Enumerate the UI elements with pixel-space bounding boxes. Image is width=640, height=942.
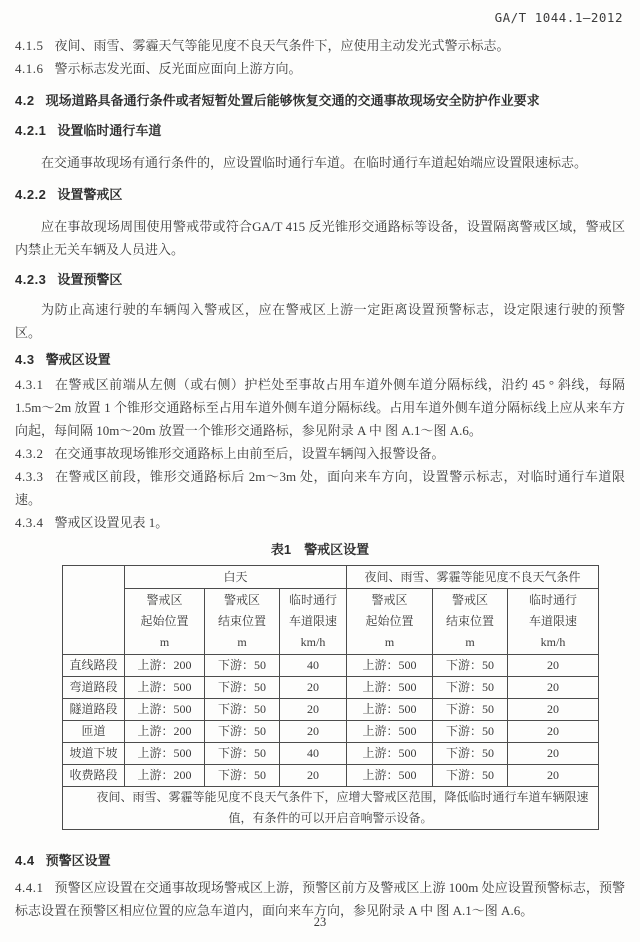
heading-text: 现场道路具备通行条件或者短暂处置后能够恢复交通的交通事故现场安全防护作业要求 bbox=[45, 93, 540, 108]
table-cell: 上游：500 bbox=[125, 743, 205, 765]
sub-header: 警戒区 起始位置 m bbox=[347, 589, 433, 655]
table-row-tunnel bbox=[63, 699, 599, 721]
table-cell: 上游：200 bbox=[125, 765, 205, 787]
clause-number: 4.3.4 bbox=[15, 515, 44, 530]
heading-text: 预警区设置 bbox=[45, 853, 111, 868]
table-1-note: 夜间、雨雪、雾霾等能见度不良天气条件下，应增大警戒区范围，降低临时通行车道车辆限速值，有条件的可以开启音响警示设备。 bbox=[63, 787, 599, 830]
table-sub-header-row bbox=[63, 589, 599, 655]
clause-number: 4.3.3 bbox=[15, 469, 44, 484]
clause-number: 4.4 bbox=[15, 853, 35, 868]
table-cell: 下游：50 bbox=[433, 743, 508, 765]
clause-text: 为防止高速行驶的车辆闯入警戒区，应在警戒区上游一定距离设置预警标志，设定限速行驶的预警区。 bbox=[15, 302, 625, 340]
clause-text: 预警区应设置在交通事故现场警戒区上游，预警区前方及警戒区上游 100m 处应设置预警标志，预警标志设置在预警区相应位置的应急车道内，面向来车方向，参见附录 A 中 图 A.1～图 A.6。 bbox=[15, 880, 625, 918]
clause-number: 4.3 bbox=[15, 352, 35, 367]
clause-4-2-2-body bbox=[15, 215, 625, 261]
table-cell: 20 bbox=[280, 765, 347, 787]
group-header-night: 夜间、雨雪、雾霾等能见度不良天气条件 bbox=[347, 566, 599, 589]
table-cell: 下游：50 bbox=[433, 721, 508, 743]
table-cell: 上游：500 bbox=[125, 699, 205, 721]
table-cell: 40 bbox=[280, 655, 347, 677]
table-cell: 上游：500 bbox=[125, 677, 205, 699]
heading-text: 设置警戒区 bbox=[57, 187, 123, 202]
row-label: 坡道下坡 bbox=[63, 743, 125, 765]
table-row-curve bbox=[63, 677, 599, 699]
section-heading-4-2-3 bbox=[15, 268, 625, 291]
page-number: 23 bbox=[313, 915, 327, 929]
row-label: 匝道 bbox=[63, 721, 125, 743]
table-cell: 上游：500 bbox=[347, 743, 433, 765]
clause-text: 在交通事故现场有通行条件的，应设置临时通行车道。在临时通行车道起始端应设置限速标志。 bbox=[41, 155, 588, 170]
table-group-header-row bbox=[63, 566, 599, 589]
table-cell: 20 bbox=[508, 765, 599, 787]
clause-number: 4.3.2 bbox=[15, 446, 44, 461]
clause-number: 4.4.1 bbox=[15, 880, 44, 895]
clause-4-1-5 bbox=[15, 34, 625, 57]
clause-text: 警戒区设置见表 1。 bbox=[54, 515, 169, 530]
table-cell: 上游：500 bbox=[347, 655, 433, 677]
clause-number: 4.2.3 bbox=[15, 272, 47, 287]
table-cell: 下游：50 bbox=[205, 677, 280, 699]
heading-text: 设置预警区 bbox=[57, 272, 123, 287]
section-heading-4-2 bbox=[15, 89, 625, 112]
row-label: 弯道路段 bbox=[63, 677, 125, 699]
clause-4-2-3-body bbox=[15, 298, 625, 344]
sub-header: 临时通行 车道限速 km/h bbox=[508, 589, 599, 655]
table-cell: 40 bbox=[280, 743, 347, 765]
row-label: 收费路段 bbox=[63, 765, 125, 787]
clause-text: 应在事故现场周围使用警戒带或符合GA/T 415 反光锥形交通路标等设备，设置隔离警戒区域，警戒区内禁止无关车辆及人员进入。 bbox=[15, 219, 625, 257]
clause-number: 4.3.1 bbox=[15, 377, 44, 392]
table-cell: 20 bbox=[508, 721, 599, 743]
sub-header: 警戒区 结束位置 m bbox=[205, 589, 280, 655]
clause-number: 4.1.5 bbox=[15, 38, 44, 53]
table-cell: 20 bbox=[508, 677, 599, 699]
table-cell: 下游：50 bbox=[433, 699, 508, 721]
row-label: 直线路段 bbox=[63, 655, 125, 677]
table-cell: 下游：50 bbox=[205, 721, 280, 743]
clause-4-3-2 bbox=[15, 442, 625, 465]
table-cell: 下游：50 bbox=[433, 655, 508, 677]
table-cell: 20 bbox=[280, 699, 347, 721]
clause-number: 4.2 bbox=[15, 93, 35, 108]
clause-text: 在警戒区前端从左侧（或右侧）护栏处至事故占用车道外侧车道分隔标线，沿约 45 ° 斜线，每隔 1.5m～2m 放置 1 个锥形交通路标至占用车道外侧车道分隔标线。占用车道外侧车道分隔标线上应从来车方向起，每间隔 10m～20m 放置一个锥形交通路标，参见附录 A 中 图 A.1～图 A.6。 bbox=[15, 377, 625, 438]
clause-number: 4.1.6 bbox=[15, 61, 44, 76]
table-cell: 下游：50 bbox=[205, 743, 280, 765]
clause-number: 4.2.2 bbox=[15, 187, 47, 202]
unit-label: m bbox=[384, 635, 395, 649]
table-cell: 20 bbox=[508, 699, 599, 721]
clause-4-3-3 bbox=[15, 465, 625, 511]
clause-text: 在警戒区前段，锥形交通路标后 2m～3m 处，面向来车方向，设置警示标志，对临时通行车道限速。 bbox=[15, 469, 625, 507]
clause-text: 在交通事故现场锥形交通路标上由前至后，设置车辆闯入报警设备。 bbox=[54, 446, 445, 461]
clause-4-2-1-body bbox=[15, 151, 625, 174]
section-heading-4-2-1 bbox=[15, 119, 625, 142]
unit-label: km/h bbox=[300, 635, 326, 649]
clause-text: 警示标志发光面、反光面应面向上游方向。 bbox=[54, 61, 302, 76]
table-1-zone-settings bbox=[62, 565, 599, 830]
sub-header: 临时通行 车道限速 km/h bbox=[280, 589, 347, 655]
table-corner-cell bbox=[63, 566, 125, 655]
doc-number: GA/T 1044.1—2012 bbox=[494, 10, 623, 25]
sub-header: 警戒区 起始位置 m bbox=[125, 589, 205, 655]
unit-label: m bbox=[237, 635, 247, 649]
table-row-straight bbox=[63, 655, 599, 677]
table-row-toll bbox=[63, 765, 599, 787]
group-header-day: 白天 bbox=[125, 566, 347, 589]
section-heading-4-2-2 bbox=[15, 183, 625, 206]
clause-4-3-4 bbox=[15, 511, 625, 534]
clause-4-3-1 bbox=[15, 373, 625, 442]
table-cell: 上游：500 bbox=[347, 677, 433, 699]
section-heading-4-3 bbox=[15, 348, 625, 371]
heading-text: 警戒区设置 bbox=[45, 352, 111, 367]
table-1-title: 表1 警戒区设置 bbox=[270, 542, 370, 557]
row-label: 隧道路段 bbox=[63, 699, 125, 721]
unit-label: km/h bbox=[540, 635, 566, 649]
table-cell: 下游：50 bbox=[205, 655, 280, 677]
table-cell: 20 bbox=[508, 655, 599, 677]
table-cell: 20 bbox=[508, 743, 599, 765]
table-cell: 下游：50 bbox=[205, 699, 280, 721]
clause-4-1-6 bbox=[15, 57, 625, 80]
table-cell: 上游：500 bbox=[347, 699, 433, 721]
table-row-downhill bbox=[63, 743, 599, 765]
table-cell: 下游：50 bbox=[433, 677, 508, 699]
clause-number: 4.2.1 bbox=[15, 123, 47, 138]
table-cell: 20 bbox=[280, 677, 347, 699]
clause-text: 夜间、雨雪、雾霾天气等能见度不良天气条件下，应使用主动发光式警示标志。 bbox=[54, 38, 510, 53]
unit-label: m bbox=[465, 635, 475, 649]
table-cell: 20 bbox=[280, 721, 347, 743]
table-cell: 上游：500 bbox=[347, 765, 433, 787]
table-cell: 下游：50 bbox=[205, 765, 280, 787]
table-note-row bbox=[63, 787, 599, 830]
table-cell: 下游：50 bbox=[433, 765, 508, 787]
table-cell: 上游：200 bbox=[125, 721, 205, 743]
sub-header: 警戒区 结束位置 m bbox=[433, 589, 508, 655]
table-cell: 上游：500 bbox=[347, 721, 433, 743]
table-cell: 上游：200 bbox=[125, 655, 205, 677]
unit-label: m bbox=[159, 635, 170, 649]
section-heading-4-4 bbox=[15, 849, 625, 872]
table-row-ramp bbox=[63, 721, 599, 743]
heading-text: 设置临时通行车道 bbox=[57, 123, 162, 138]
